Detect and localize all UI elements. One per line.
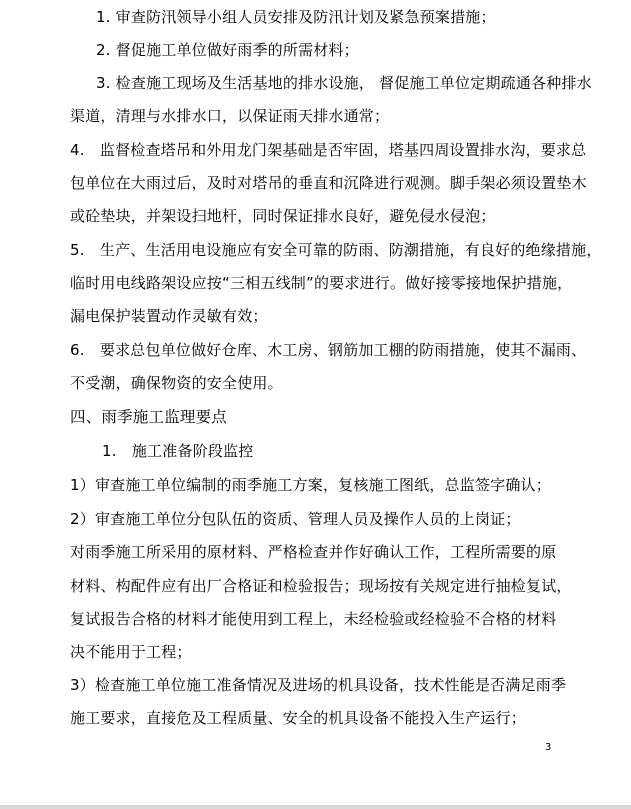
page-number: 3: [545, 742, 552, 753]
text-line-7: 或砼垫块，并架设扫地杆，同时保证排水良好，避免侵水侵泡；: [70, 207, 496, 225]
text-line-8: 5. 生产、生活用电设施应有安全可靠的防雨、防潮措施，有良好的绝缘措施，: [70, 241, 602, 259]
text-line-20: 决不能用于工程；: [70, 643, 192, 661]
text-line-19: 复试报告合格的材料才能使用到工程上，未经检验或经检验不合格的材料: [70, 610, 557, 628]
text-line-5: 4. 监督检查塔吊和外用龙门架基础是否牢固，塔基四周设置排水沟，要求总: [70, 141, 587, 159]
text-line-2: 2. 督促施工单位做好雨季的所需材料；: [96, 41, 359, 59]
section-heading: 四、雨季施工监理要点: [70, 408, 228, 426]
text-line-3: 3. 检查施工现场及生活基地的排水设施， 督促施工单位定期疏通各种排水: [96, 74, 592, 92]
text-line-6: 包单位在大雨过后，及时对塔吊的垂直和沉降进行观测。脚手架必须设置垫木: [70, 174, 587, 192]
text-line-18: 材料、构配件应有出厂合格证和检验报告；现场按有关规定进行抽检复试，: [70, 577, 572, 595]
text-line-11: 6. 要求总包单位做好仓库、木工房、钢筋加工棚的防雨措施，使其不漏雨、: [70, 341, 587, 359]
text-line-16: 2）审查施工单位分包队伍的资质、管理人员及操作人员的上岗证；: [70, 510, 521, 528]
text-line-14: 1. 施工准备阶段监控: [102, 442, 254, 460]
text-line-15: 1）审查施工单位编制的雨季施工方案，复核施工图纸，总监签字确认；: [70, 476, 551, 494]
text-line-1: 1. 审查防汛领导小组人员安排及防汛计划及紧急预案措施；: [96, 8, 496, 26]
text-line-4: 渠道，清理与水排水口，以保证雨天排水通常；: [70, 107, 390, 125]
page-bottom-divider: [0, 805, 631, 809]
text-line-12: 不受潮，确保物资的安全使用。: [70, 374, 283, 392]
text-line-9: 临时用电线路架设应按“三相五线制”的要求进行。做好接零接地保护措施，: [70, 274, 573, 292]
text-line-17: 对雨季施工所采用的原材料、严格检查并作好确认工作，工程所需要的原: [70, 543, 557, 561]
text-line-10: 漏电保护装置动作灵敏有效；: [70, 307, 268, 325]
text-line-21: 3）检查施工单位施工准备情况及进场的机具设备，技术性能是否满足雨季: [70, 676, 567, 694]
text-line-22: 施工要求，直接危及工程质量、安全的机具设备不能投入生产运行；: [70, 709, 527, 727]
